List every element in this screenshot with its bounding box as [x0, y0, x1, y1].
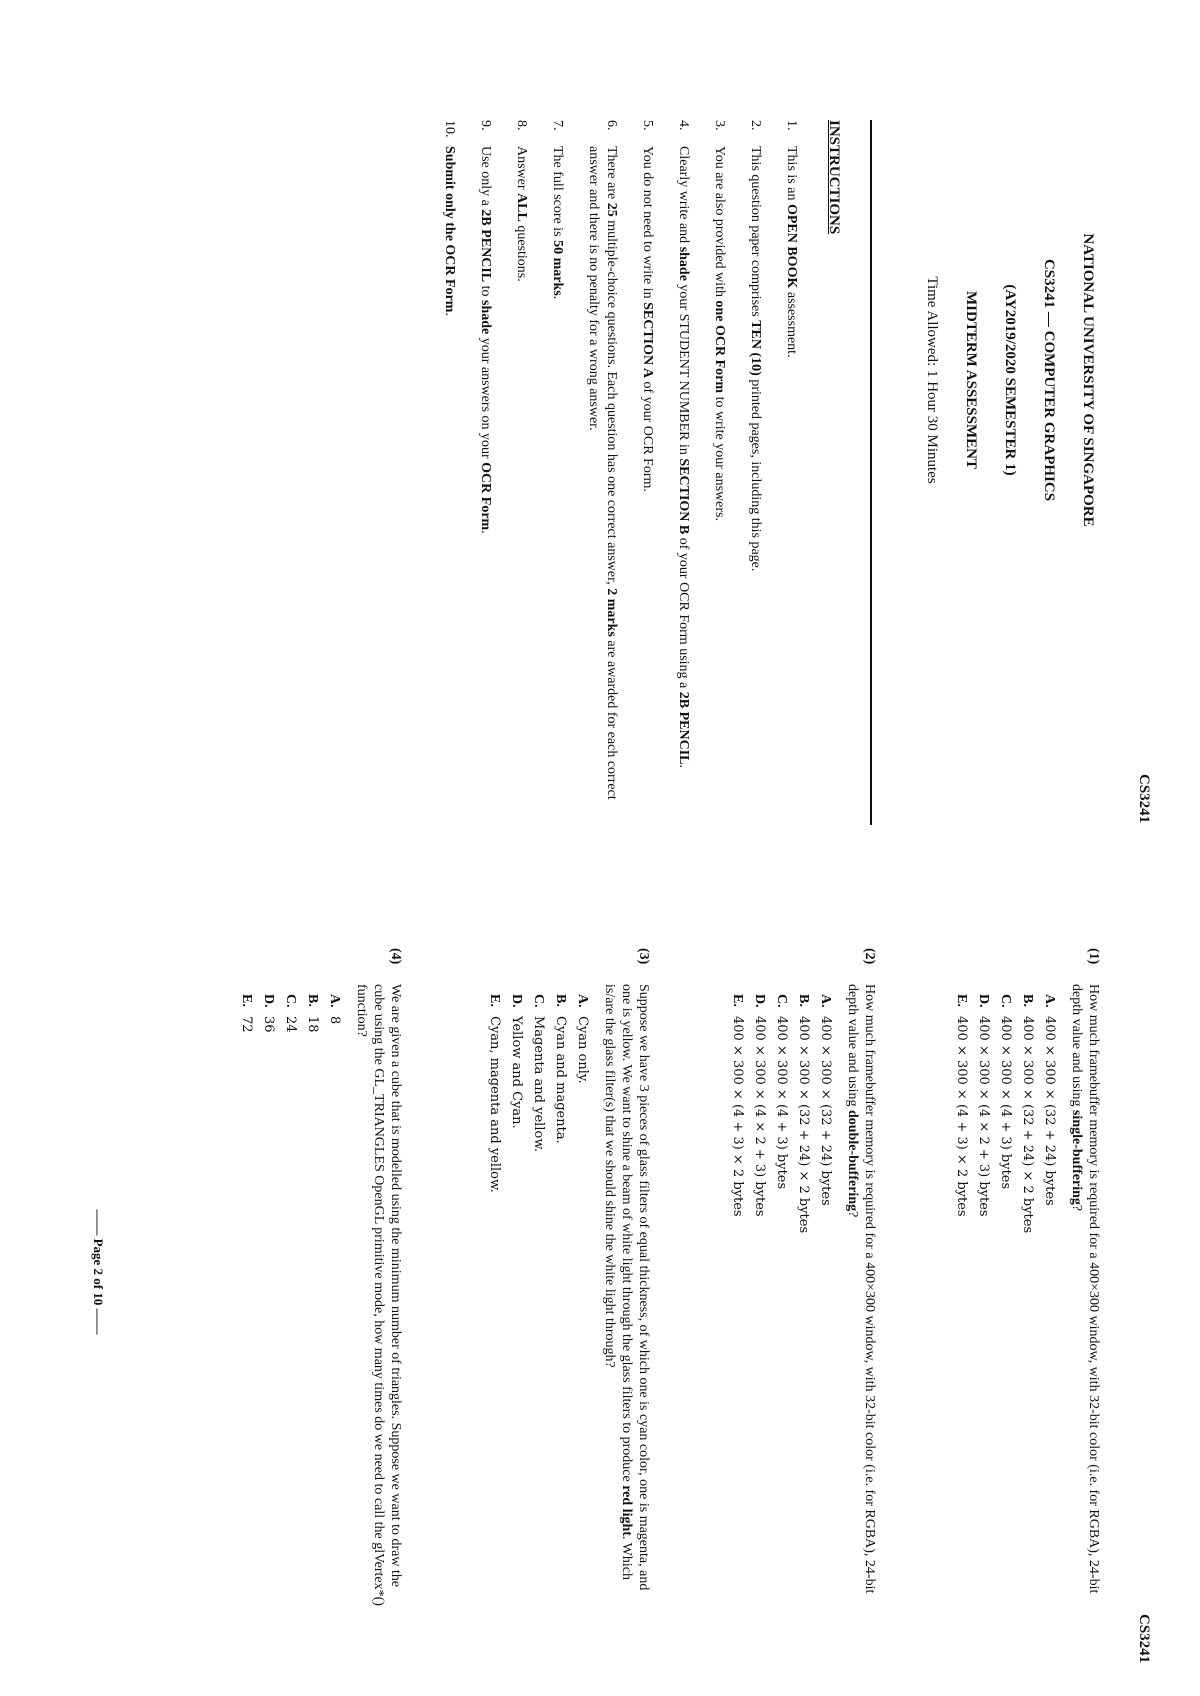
text-run: Answer	[514, 146, 529, 194]
instruction-item	[638, 120, 656, 810]
option-text: 400 × 300 × (32 + 24) bytes	[1042, 1016, 1057, 1206]
question-text	[844, 984, 878, 1608]
bold-text: one OCR Form	[712, 300, 727, 394]
answer-option	[238, 994, 255, 1608]
question-number: (3)	[636, 948, 651, 965]
instruction-text	[548, 146, 566, 810]
bold-text: 25	[604, 202, 619, 217]
bold-text: 2B PENCIL	[676, 691, 691, 765]
bold-text: SECTION A	[640, 302, 655, 378]
option-letter: D.	[976, 994, 991, 1008]
answer-options	[729, 994, 834, 1608]
instructions-heading: INSTRUCTIONS	[826, 120, 842, 235]
text-run: of your OCR Form using a	[676, 534, 691, 692]
option-text: 72	[239, 1016, 254, 1033]
option-text: 18	[305, 1016, 320, 1033]
answer-option	[817, 994, 834, 1608]
instruction-text	[674, 146, 692, 810]
text-run: .	[676, 764, 691, 768]
text-run: of your OCR Form.	[640, 377, 655, 492]
option-letter: B.	[796, 994, 811, 1007]
text-run: There are	[604, 146, 619, 203]
option-text: Cyan, magenta and yellow.	[487, 1016, 502, 1193]
time-allowed: Time Allowed: 1 Hour 30 Minutes	[924, 276, 940, 484]
question-number: (1)	[1086, 948, 1101, 965]
option-text: 400 × 300 × (4 + 3) × 2 bytes	[954, 1016, 969, 1217]
title-block	[901, 0, 1096, 760]
text-run: .	[550, 295, 565, 300]
text-run: assessment.	[784, 288, 799, 358]
option-letter: C.	[531, 994, 546, 1008]
text-run: You do not need to write in	[640, 146, 655, 303]
option-letter: A.	[575, 994, 590, 1008]
text-run: to	[478, 282, 493, 301]
instruction-number: 7.	[550, 120, 565, 131]
question-1	[948, 948, 1102, 1608]
instruction-number: 4.	[676, 120, 691, 131]
option-letter: A.	[1042, 994, 1057, 1008]
option-letter: B.	[305, 994, 320, 1007]
option-text: 400 × 300 × (4 + 3) bytes	[774, 1016, 789, 1190]
option-letter: B.	[1020, 994, 1035, 1007]
option-letter: D.	[509, 994, 524, 1008]
instruction-number: 1.	[784, 120, 799, 131]
instruction-number: 6.	[604, 120, 619, 131]
option-letter: B.	[553, 994, 568, 1007]
instruction-text	[440, 146, 458, 810]
answer-option	[530, 994, 547, 1608]
option-letter: A.	[818, 994, 833, 1008]
text-run: to write your answers.	[712, 393, 727, 521]
option-text: 24	[283, 1016, 298, 1033]
instruction-text	[512, 146, 530, 810]
question-stem	[1068, 948, 1102, 1608]
option-letter: E.	[730, 994, 745, 1007]
text-run: multiple-choice questions. Each question has one correct answer,	[604, 216, 619, 589]
text-run: How much framebuffer memory is required for a 400×300 window, with 32-bit color (i.e. for RGBA), 24-bit depth value and using	[845, 984, 877, 1594]
question-stem	[844, 948, 878, 1608]
answer-options	[486, 994, 591, 1608]
option-letter: E.	[954, 994, 969, 1007]
assessment-title: MIDTERM ASSESSMENT	[963, 291, 979, 469]
instruction-text	[782, 146, 800, 810]
text-run: The full score is	[550, 146, 565, 241]
bold-text: OCR Form	[478, 462, 493, 531]
question-2	[724, 948, 878, 1608]
text-run: .	[478, 530, 493, 534]
bold-text: 2 marks	[604, 588, 619, 637]
answer-option	[729, 994, 746, 1608]
bold-text: red light	[619, 1485, 634, 1536]
option-text: 400 × 300 × (32 + 24) × 2 bytes	[796, 1016, 811, 1234]
instruction-item	[710, 120, 728, 810]
option-text: 400 × 300 × (4 × 2 + 3) bytes	[976, 1016, 991, 1217]
option-text: Magenta and yellow.	[531, 1016, 546, 1153]
text-run: printed pages, including this page.	[748, 375, 763, 572]
answer-option	[304, 994, 321, 1608]
horizontal-rule	[870, 120, 872, 825]
option-text: 400 × 300 × (32 + 24) × 2 bytes	[1020, 1016, 1035, 1234]
option-text: Cyan and magenta.	[553, 1016, 568, 1144]
university-name: NATIONAL UNIVERSITY OF SINGAPORE	[1080, 233, 1096, 527]
option-text: Yellow and Cyan.	[509, 1016, 524, 1129]
option-text: 400 × 300 × (4 × 2 + 3) bytes	[752, 1016, 767, 1217]
answer-option	[953, 994, 970, 1608]
option-text: 8	[327, 1016, 342, 1025]
answer-option	[282, 994, 299, 1608]
question-number: (2)	[862, 948, 877, 965]
option-text: 400 × 300 × (4 + 3) × 2 bytes	[730, 1016, 745, 1217]
text-run: Use only a	[478, 146, 493, 210]
instruction-text	[476, 146, 494, 810]
option-text: 400 × 300 × (32 + 24) bytes	[818, 1016, 833, 1206]
answer-option	[326, 994, 343, 1608]
instruction-text	[710, 146, 728, 810]
text-run: Clearly write and	[676, 146, 691, 247]
bold-text: 50 marks	[550, 240, 565, 296]
option-letter: C.	[774, 994, 789, 1008]
instruction-number: 8.	[514, 120, 529, 131]
option-letter: E.	[487, 994, 502, 1007]
instruction-item	[584, 120, 620, 810]
instruction-item	[746, 120, 764, 810]
instruction-text	[584, 146, 620, 810]
instruction-number: 5.	[640, 120, 655, 131]
text-run: ?	[845, 1211, 860, 1218]
text-run: . Which is/are the glass filter(s) that we should shine the white light through?	[602, 984, 634, 1580]
bold-text: shade	[676, 246, 691, 281]
text-run: your answers on your	[478, 334, 493, 463]
bold-text: SECTION B	[676, 458, 691, 535]
answer-option	[997, 994, 1014, 1608]
bold-text: TEN (10)	[748, 320, 763, 376]
text-run: ?	[1069, 1204, 1084, 1212]
bold-text: single-buffering	[1069, 1109, 1084, 1205]
answer-option	[795, 994, 812, 1608]
question-number: (4)	[388, 948, 403, 965]
answer-option	[260, 994, 277, 1608]
answer-option	[1041, 994, 1058, 1608]
answer-option	[552, 994, 569, 1608]
bold-text: ALL	[514, 193, 529, 222]
text-run: .	[442, 312, 457, 316]
course-title: CS3241 — COMPUTER GRAPHICS	[1041, 258, 1057, 502]
bold-text: Submit only the OCR Form	[442, 146, 457, 313]
question-text	[1068, 984, 1102, 1608]
text-run: This is an	[784, 146, 799, 204]
page-footer: —— Page 2 of 10 ——	[91, 1209, 106, 1335]
text-run: your STUDENT NUMBER in	[676, 280, 691, 459]
course-code-header: CS3241	[1136, 1614, 1152, 1664]
text-run: Suppose we have 3 pieces of glass filters of equal thickness, of which one is cyan color, one is magenta, and one is yellow. We want to shine a beam of white light through the glass filters to produce	[619, 984, 651, 1591]
option-letter: A.	[327, 994, 342, 1008]
instruction-item	[782, 120, 800, 810]
instruction-item	[512, 120, 530, 810]
instruction-item	[674, 120, 692, 810]
text-run: How much framebuffer memory is required for a 400×300 window, with 32-bit color (i.e. for RGBA), 24-bit depth value and using	[1069, 984, 1101, 1594]
text-run: questions.	[514, 221, 529, 282]
bold-text: double-buffering	[845, 1109, 860, 1212]
instruction-number: 10.	[442, 120, 457, 138]
option-letter: C.	[283, 994, 298, 1008]
semester: (AY2019/2020 SEMESTER 1)	[1002, 284, 1018, 476]
question-stem	[601, 948, 652, 1608]
course-code-header: CS3241	[1136, 774, 1152, 824]
option-text: 36	[261, 1016, 276, 1033]
answer-option	[975, 994, 992, 1608]
option-letter: D.	[752, 994, 767, 1008]
answer-options	[953, 994, 1058, 1608]
answer-option	[486, 994, 503, 1608]
bold-text: OPEN BOOK	[784, 203, 799, 289]
answer-option	[751, 994, 768, 1608]
question-3	[481, 948, 652, 1608]
instruction-text	[746, 146, 764, 810]
answer-option	[574, 994, 591, 1608]
instruction-item	[476, 120, 494, 810]
text-run: This question paper comprises	[748, 146, 763, 321]
question-4	[233, 948, 404, 1608]
option-letter: E.	[239, 994, 254, 1007]
instruction-item	[548, 120, 566, 810]
question-text	[601, 984, 652, 1608]
text-run: are awarded for each correct answer and there is no penalty for a wrong answer.	[586, 146, 619, 800]
instruction-number: 9.	[478, 120, 493, 131]
answer-options	[238, 994, 343, 1608]
instruction-number: 2.	[748, 120, 763, 131]
instructions-list	[422, 120, 800, 810]
option-letter: D.	[261, 994, 276, 1008]
bold-text: shade	[478, 300, 493, 335]
instruction-item	[440, 120, 458, 810]
instruction-text	[638, 146, 656, 810]
answer-option	[508, 994, 525, 1608]
answer-option	[1019, 994, 1036, 1608]
question-page	[0, 848, 1200, 1696]
option-letter: C.	[998, 994, 1013, 1008]
answer-option	[773, 994, 790, 1608]
text-run: We are given a cube that is modelled using the minimum number of triangles. Suppose we want to draw the cube using the GL_TRIANGLES OpenGL primitive mode, how many times do we need to call the glVertex*() function?	[354, 984, 403, 1606]
text-run: You are also provided with	[712, 146, 727, 301]
question-stem	[353, 948, 404, 1608]
option-text: Cyan only.	[575, 1016, 590, 1084]
question-text	[353, 984, 404, 1608]
bold-text: 2B PENCIL	[478, 209, 493, 283]
option-text: 400 × 300 × (4 + 3) bytes	[998, 1016, 1013, 1190]
instruction-number: 3.	[712, 120, 727, 131]
